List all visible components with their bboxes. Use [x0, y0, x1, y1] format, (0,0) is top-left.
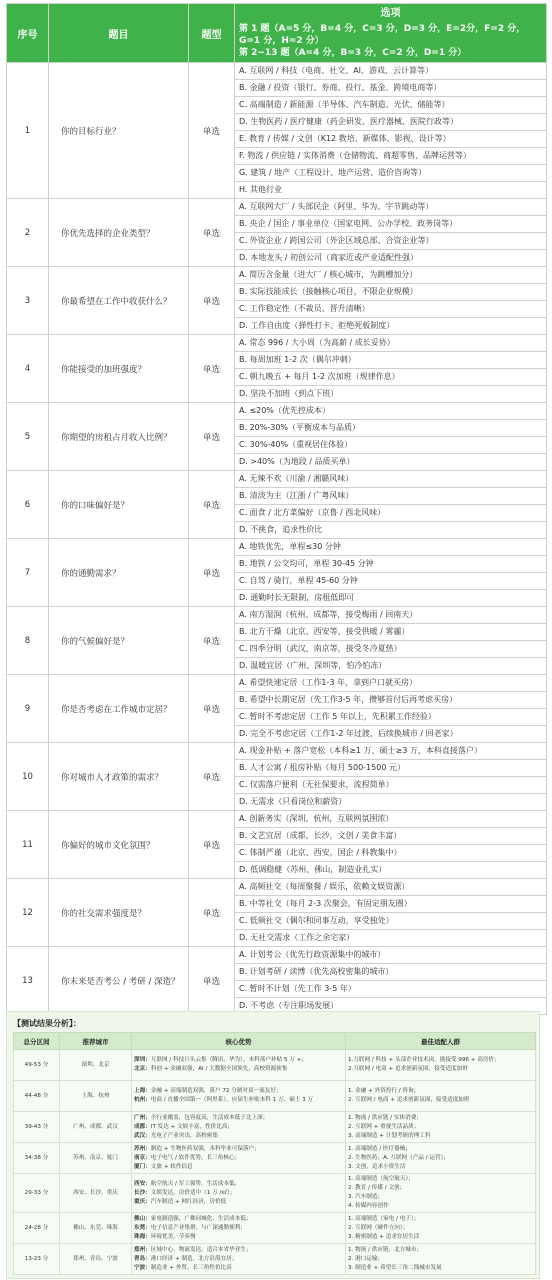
option-text[interactable]: B. 每周加班 1-2 次（偶尔冲刺） [235, 352, 547, 369]
score-range: 29-33 分 [14, 1174, 60, 1213]
option-text[interactable]: D. 完全不考虑定居（工作1-2 年过渡，后续换城市 / 回老家） [235, 726, 547, 743]
fit-line: 1. 高端制造（航空航天）； [348, 1176, 414, 1182]
question-text: 你偏好的城市文化氛围？ [49, 811, 189, 879]
advantage-text: 电子电气 / 软件优势，长三角核心； [150, 1154, 241, 1161]
fit-line: 1. 物流 / 供应链，北方城市； [348, 1246, 423, 1253]
option-text[interactable]: A. 无辣不欢（川渝 / 湘赣风味） [235, 471, 547, 488]
fit-line: 3. 汽车制造； [348, 1194, 384, 1200]
advantage-line [134, 1114, 343, 1123]
advantage-text: 科创 + 金融双强，AI / 大数据全国领先，高校资源密集 [150, 1066, 288, 1072]
advantage-city: 西安： [134, 1180, 151, 1187]
option-row [7, 879, 547, 896]
option-text[interactable]: C. 四季分明（武汉、南京等，接受冬冷夏热） [235, 641, 547, 658]
advantage-line [134, 1233, 343, 1242]
advantage-text: IT 发达 + 文娱丰富，性价比高； [150, 1123, 234, 1130]
option-text[interactable]: D. >40%（为地段 / 品质买单） [235, 454, 547, 471]
analysis-row [14, 1081, 536, 1112]
option-row [7, 811, 547, 828]
option-text[interactable]: B. 中等社交（每月 2-3 次聚会，有固定朋友圈） [235, 896, 547, 913]
advantage-text: 制造业 + 外贸，长三角性价比高 [150, 1264, 232, 1271]
advantage-line [134, 1096, 343, 1105]
question-number: 4 [7, 335, 49, 403]
advantage-text: 港口经济 + 制造，北方沿海宜居； [150, 1255, 238, 1262]
advantage-text: 互联网 / 科技巨头云集（腾讯、华为），本科落户补贴 5 万 +； [150, 1057, 307, 1063]
option-text[interactable]: B. 文艺宜居（成都、长沙，文创 / 美食丰富） [235, 828, 547, 845]
advantage-city: 南京： [134, 1154, 151, 1161]
option-text[interactable]: C. 暂时不计划（先工作 3-5 年） [235, 981, 547, 998]
analysis-header-range: 总分区间 [14, 1033, 60, 1050]
question-text: 你的目标行业？ [49, 63, 189, 199]
advantage-line [134, 1145, 343, 1154]
advantage-city: 青岛： [134, 1255, 151, 1262]
question-number: 8 [7, 607, 49, 675]
option-text[interactable]: C. 工作稳定性（不裁员、晋升清晰） [235, 301, 547, 318]
fit-line: 2. 生物医药；A. 互联网（产品 / 运营）； [348, 1154, 449, 1161]
option-text[interactable]: B. 金融 / 投资（银行、券商、投行、基金、跨境电商等） [235, 80, 547, 97]
advantage-line [134, 1255, 343, 1264]
header-options [235, 4, 547, 63]
option-text[interactable]: D. 低调稳健（苏州、佛山，制造业扎实） [235, 862, 547, 879]
analysis-header-advantage: 核心优势 [132, 1033, 346, 1050]
quiz-header-row [7, 4, 547, 63]
option-text[interactable]: D. 无社交需求（工作之余宅家） [235, 930, 547, 947]
advantage-city: 武汉： [134, 1132, 151, 1139]
option-text[interactable]: C. 朝九晚五 + 每月 1-2 次加班（规律作息） [235, 369, 547, 386]
quiz-table [6, 3, 547, 1015]
advantage-text: 电子信息产业集群，与广深通勤便利； [150, 1224, 246, 1231]
advantage-text: 制造 + 生物医药双强，本科毕业可保落户； [150, 1145, 260, 1152]
advantage-line [134, 1163, 343, 1172]
core-advantages [132, 1174, 346, 1213]
question-text: 你能接受的加班强度？ [49, 335, 189, 403]
fit-line: 3. 文创，追求小资生活 [348, 1163, 406, 1170]
option-row [7, 947, 547, 964]
option-text[interactable]: B. 清淡为主（江浙 / 广粤风味） [235, 488, 547, 505]
best-fit-group [346, 1050, 536, 1081]
fit-line: 4. 传媒内容创作 [348, 1203, 389, 1209]
question-type: 单选 [189, 199, 235, 267]
header-question: 题目 [49, 4, 189, 63]
option-text[interactable]: C. 30%-40%（重视居住体验） [235, 437, 547, 454]
fit-line: 2. 互联网（硬件方向）； [348, 1224, 409, 1231]
analysis-row [14, 1244, 536, 1275]
option-text[interactable]: B. 计划考研 / 读博（优先高校密集的城市） [235, 964, 547, 981]
option-text[interactable]: A. 高频社交（每周聚餐 / 娱乐，依赖文娱资源） [235, 879, 547, 896]
option-row [7, 335, 547, 352]
option-text[interactable]: E. 教育 / 传媒 / 文创（K12 教培、新媒体、影视、设计等） [235, 131, 547, 148]
advantage-city: 深圳： [134, 1057, 151, 1063]
best-fit-group [346, 1143, 536, 1174]
option-text[interactable]: B. 人才公寓 / 租房补贴（每月 500-1500 元） [235, 760, 547, 777]
option-text[interactable]: C. 高端制造 / 新能源（半导体、汽车制造、光伏、储能等） [235, 97, 547, 114]
question-type: 单选 [189, 743, 235, 811]
option-text[interactable]: D. 坚决不加班（到点下班） [235, 386, 547, 403]
option-text[interactable]: D. 不挑食，追求性价比 [235, 522, 547, 539]
advantage-line [134, 1224, 343, 1233]
question-text: 你未来是否考公 / 考研 / 深造？ [49, 947, 189, 1015]
advantage-line [134, 1123, 343, 1132]
advantage-line [134, 1180, 343, 1189]
question-type: 单选 [189, 675, 235, 743]
advantage-text: 航空航天 / 军工强势，生活成本低； [150, 1180, 241, 1187]
advantage-line [134, 1132, 343, 1141]
fit-line: 2. 互联网 / 电商 + 追求创新氛围，接受适度加班 [348, 1097, 470, 1103]
option-row [7, 267, 547, 284]
recommended-cities: 上海、杭州 [60, 1081, 132, 1112]
question-number: 9 [7, 675, 49, 743]
option-text[interactable]: C. 暂时不考虑定居（工作 5 年以上，先积累工作经验） [235, 709, 547, 726]
fit-line: 1. 高端制造（家电 / 电子）； [348, 1215, 420, 1222]
option-text[interactable]: D. 无需求（只看岗位和薪资） [235, 794, 547, 811]
option-text[interactable]: H. 其他行业 [235, 182, 547, 199]
question-type: 单选 [189, 607, 235, 675]
advantage-city: 东莞： [134, 1224, 151, 1231]
quiz-body [7, 63, 547, 1015]
option-text[interactable]: D. 本地龙头 / 初创公司（商家近或产业适配性强） [235, 250, 547, 267]
question-number: 7 [7, 539, 49, 607]
advantage-city: 珠海： [134, 1233, 151, 1240]
header-score-rule-2: 第 2~13 题（A=4 分，B=3 分，C=2 分，D=1 分） [239, 47, 467, 58]
quiz-table-container [6, 3, 546, 1015]
analysis-title: 【测试结果分析】： [13, 1019, 81, 1028]
option-row [7, 403, 547, 420]
option-text[interactable]: A. 南方湿润（杭州、成都等，接受梅雨 / 回南天） [235, 607, 547, 624]
best-fit-group [346, 1081, 536, 1112]
option-text[interactable]: B. 央企 / 国企 / 事业单位（国家电网、公办学校、政务岗等） [235, 216, 547, 233]
question-type: 单选 [189, 811, 235, 879]
fit-line: 1.互联网 / 科技 + 头部企业技术岗，能接受 996 + 高房价； [348, 1057, 500, 1063]
recommended-cities: 郑州、青岛、宁波 [60, 1244, 132, 1275]
option-text[interactable]: A. 创新务实（深圳、杭州，互联网氛围浓） [235, 811, 547, 828]
question-text: 你优先选择的企业类型？ [49, 199, 189, 267]
advantage-city: 杭州： [134, 1097, 151, 1103]
question-type: 单选 [189, 539, 235, 607]
option-text[interactable]: B. 20%-30%（平衡成本与品质） [235, 420, 547, 437]
fit-line: 1. 物流 / 供应链 / 实体消费； [348, 1114, 422, 1121]
score-range: 24-28 分 [14, 1213, 60, 1244]
analysis-header-fit: 最佳适配人群 [346, 1033, 536, 1050]
question-type: 单选 [189, 879, 235, 947]
option-text[interactable]: C. 面食 / 北方菜偏好（京鲁 / 西北风味） [235, 505, 547, 522]
advantage-city: 成都： [134, 1123, 151, 1130]
option-text[interactable]: C. 体制严谨（北京、西安，国企 / 科教集中） [235, 845, 547, 862]
option-text[interactable]: D. 温暖宜居（广州、深圳等，怕冷怕冻） [235, 658, 547, 675]
option-text[interactable]: A. 地铁优先，单程≤30 分钟 [235, 539, 547, 556]
question-text: 你的社交需求强度是？ [49, 879, 189, 947]
core-advantages [132, 1112, 346, 1143]
option-row [7, 539, 547, 556]
analysis-header-row [14, 1033, 536, 1050]
fit-line: 3. 精密制造 + 追求宜居生活 [348, 1233, 420, 1240]
option-row [7, 63, 547, 80]
advantage-text: 汽车制造 + 网红经济，房价低 [150, 1198, 227, 1205]
option-text[interactable]: C. 低频社交（偶尔和同事互动，享受独处） [235, 913, 547, 930]
advantage-text: 全行业覆盖，包容度高，生活成本低于北上深； [150, 1114, 269, 1121]
analysis-row [14, 1112, 536, 1143]
option-text[interactable]: D. 通勤时长无限制，房租低即可 [235, 590, 547, 607]
question-type: 单选 [189, 403, 235, 471]
option-row [7, 471, 547, 488]
advantage-city: 佛山： [134, 1215, 151, 1222]
core-advantages [132, 1244, 346, 1275]
option-text[interactable]: A. 常态 996 / 大小周（为高薪 / 成长妥协） [235, 335, 547, 352]
best-fit-group [346, 1213, 536, 1244]
recommended-cities: 广州、成都、武汉 [60, 1112, 132, 1143]
option-text[interactable]: B. 北方干燥（北京、西安等，接受供暖 / 雾霾） [235, 624, 547, 641]
advantage-line [134, 1215, 343, 1224]
option-row [7, 675, 547, 692]
question-text: 你期望的房租占月收入比例？ [49, 403, 189, 471]
question-type: 单选 [189, 267, 235, 335]
score-range: 49-53 分 [14, 1050, 60, 1081]
best-fit-group [346, 1244, 536, 1275]
analysis-row [14, 1174, 536, 1213]
option-row [7, 743, 547, 760]
option-text[interactable]: B. 希望中长期定居（先工作3-5 年，攒够首付后再考虑买房） [235, 692, 547, 709]
best-fit-group [346, 1112, 536, 1143]
advantage-line [134, 1087, 343, 1096]
advantage-city: 上海： [134, 1088, 151, 1094]
advantage-text: 文娱发达，房价适中（1 万 /㎡）； [150, 1189, 236, 1196]
option-text[interactable]: C. 仅需落户便利（无社保要求，流程简单） [235, 777, 547, 794]
fit-line: 3. 高端制造 + 计划考研的理工科 [348, 1132, 431, 1139]
question-type: 单选 [189, 471, 235, 539]
advantage-line [134, 1056, 343, 1065]
recommended-cities: 佛山、东莞、珠海 [60, 1213, 132, 1244]
option-text[interactable]: B. 实际技能成长（接触核心项目，不限企业规模） [235, 284, 547, 301]
question-type: 单选 [189, 63, 235, 199]
option-text[interactable]: D. 生物医药 / 医疗健康（药企研发、医疗器械、医院行政等） [235, 114, 547, 131]
score-range: 13-23 分 [14, 1244, 60, 1275]
fit-line: 1. 高端制造 / 医疗器械； [348, 1145, 411, 1152]
question-text: 你的通勤需求？ [49, 539, 189, 607]
advantage-city: 广州： [134, 1114, 151, 1121]
fit-line: 3. 制造业 + 希望长三角二线城市发展 [348, 1264, 442, 1271]
fit-line: 1. 金融 + 外资投行 / 咨询； [348, 1088, 420, 1094]
advantage-line [134, 1198, 343, 1207]
fit-line: 2. 教育 / 传媒 / 文创； [348, 1185, 406, 1191]
option-text[interactable]: A. 互联网大厂 / 头部民企（阿里、华为、字节跳动等） [235, 199, 547, 216]
core-advantages [132, 1143, 346, 1174]
option-text[interactable]: A. 简历含金量（进大厂 / 核心城市，为跳槽加分） [235, 267, 547, 284]
core-advantages [132, 1213, 346, 1244]
advantage-text: 环境优美，节奏慢 [150, 1233, 196, 1240]
option-text[interactable]: D. 不考虑（专注职场发展） [235, 998, 547, 1015]
core-advantages [132, 1050, 346, 1081]
option-text[interactable]: G. 建筑 / 地产（工程设计、地产运营、造价咨询等） [235, 165, 547, 182]
question-text: 你的气候偏好是？ [49, 607, 189, 675]
analysis-row [14, 1213, 536, 1244]
question-number: 11 [7, 811, 49, 879]
advantage-city: 厦门： [134, 1163, 151, 1170]
score-range: 39-43 分 [14, 1112, 60, 1143]
question-number: 1 [7, 63, 49, 199]
option-text[interactable]: D. 工作自由度（弹性打卡、拒绝死板制度） [235, 318, 547, 335]
option-text[interactable]: A. ≤20%（优先控成本） [235, 403, 547, 420]
question-type: 单选 [189, 947, 235, 1015]
header-options-title: 选项 [380, 7, 401, 19]
advantage-line [134, 1246, 343, 1255]
analysis-header-cities: 推荐城市 [60, 1033, 132, 1050]
option-text[interactable]: C. 自驾 / 骑行，单程 45-60 分钟 [235, 573, 547, 590]
advantage-text: 家电制造强，广佛同城化，生活成本低； [150, 1215, 252, 1222]
option-text[interactable]: A. 互联网 / 科技（电商、社交、AI、游戏、云计算等） [235, 63, 547, 80]
question-text: 你是否考虑在工作城市定居？ [49, 675, 189, 743]
advantage-city: 郑州： [134, 1246, 151, 1253]
recommended-cities: 西安、长沙、重庆 [60, 1174, 132, 1213]
advantage-text: 光电子产业突出，高校密集 [150, 1132, 218, 1139]
analysis-row [14, 1143, 536, 1174]
core-advantages [132, 1081, 346, 1112]
analysis-body [14, 1050, 536, 1275]
option-row [7, 607, 547, 624]
score-range: 34-38 分 [14, 1143, 60, 1174]
fit-line: 2. 互联网 + 重视生活品质； [348, 1123, 420, 1130]
analysis-row [14, 1050, 536, 1081]
option-text[interactable]: A. 计划考公（优先行政资源集中的城市） [235, 947, 547, 964]
advantage-line [134, 1189, 343, 1198]
advantage-line [134, 1065, 343, 1074]
fit-line: 2. 港口运输； [348, 1255, 384, 1262]
advantage-text: 文旅 + 软件信息 [150, 1163, 193, 1170]
advantage-city: 宁波： [134, 1264, 151, 1271]
recommended-cities: 深圳、北京 [60, 1050, 132, 1081]
question-text: 你最希望在工作中收获什么？ [49, 267, 189, 335]
header-type: 题型 [189, 4, 235, 63]
option-text[interactable]: F. 物流 / 供应链 / 实体消费（仓储物流、商超零售、品牌运营等） [235, 148, 547, 165]
question-number: 5 [7, 403, 49, 471]
question-number: 6 [7, 471, 49, 539]
advantage-text: 金融 + 高端制造双强，落户 72 分制对双一流友好； [150, 1088, 282, 1094]
option-text[interactable]: A. 现金补贴 + 落户宽松（本科≥1 万、硕士≥3 万，本科直接落户） [235, 743, 547, 760]
question-text: 你的口味偏好是？ [49, 471, 189, 539]
advantage-line [134, 1154, 343, 1163]
advantage-text: 电商 / 直播全国第一（阿里系），应届生补贴本科 1 万、硕士 3 万 [150, 1097, 314, 1103]
question-text: 你对城市人才政策的需求？ [49, 743, 189, 811]
question-number: 10 [7, 743, 49, 811]
recommended-cities: 苏州、南京、厦门 [60, 1143, 132, 1174]
option-text[interactable]: A. 希望快速定居（工作1-3 年，拿到户口就买房） [235, 675, 547, 692]
header-score-rule-1: 第 1 题（A=5 分，B=4 分，C=3 分，D=3 分，E=2分，F=2 分，G=1 分，H=2 分） [239, 23, 526, 46]
option-row [7, 199, 547, 216]
advantage-city: 长沙： [134, 1189, 151, 1196]
question-number: 12 [7, 879, 49, 947]
analysis-section [6, 1011, 540, 1279]
best-fit-group [346, 1174, 536, 1213]
advantage-city: 重庆： [134, 1198, 151, 1205]
advantage-text: 区域中心、物流发达，适合本省毕业生； [150, 1246, 252, 1253]
analysis-table [13, 1032, 536, 1275]
advantage-line [134, 1264, 343, 1273]
question-number: 13 [7, 947, 49, 1015]
question-number: 3 [7, 267, 49, 335]
fit-line: 2.互联网 / 电商 + 追求创新氛围，接受适度加班 [348, 1066, 468, 1072]
option-text[interactable]: C. 外资企业 / 跨国公司（外企区域总部、合资企业等） [235, 233, 547, 250]
score-range: 44-48 分 [14, 1081, 60, 1112]
question-number: 2 [7, 199, 49, 267]
advantage-city: 北京： [134, 1066, 151, 1072]
advantage-city: 苏州： [134, 1145, 151, 1152]
header-num: 序号 [7, 4, 49, 63]
question-type: 单选 [189, 335, 235, 403]
option-text[interactable]: B. 地铁 / 公交均可，单程 30-45 分钟 [235, 556, 547, 573]
